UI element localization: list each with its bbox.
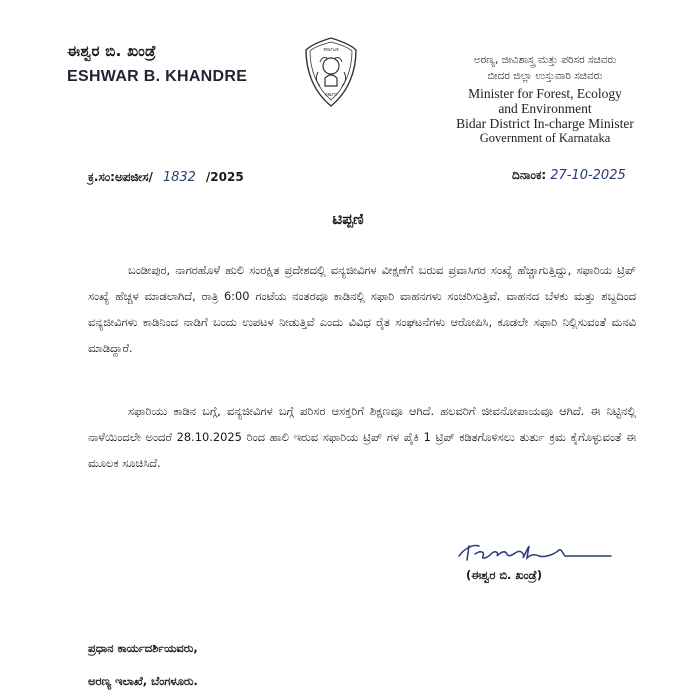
reference-suffix: /2025 <box>205 170 244 184</box>
letter-date <box>512 168 626 183</box>
recipient-line-2: ಅರಣ್ಯ ಇಲಾಖೆ, ಬೆಂಗಳೂರು. <box>88 674 198 688</box>
paragraph-2-text: ಸಫಾರಿಯು ಕಾಡಿನ ಬಗ್ಗೆ, ವನ್ಯಜೀವಿಗಳ ಬಗ್ಗೆ ಪರಿಸರ ಆಸಕ್ತರಿಗೆ ಶಿಕ್ಷಣವೂ ಆಗಿದೆ. ಹಲವರಿಗೆ ಜೀವನೋಪಾಯವೂ ಆಗಿದೆ. ಈ ನಿಟ್ಟಿನಲ್ಲಿ ನಾಳೆಯಿಂದಲೇ ಅಂದರೆ 28.10.2025 ರಿಂದ ಹಾಲಿ ಇರುವ ಸಫಾರಿಯ ಟ್ರಿಪ್ ಗಳ ಪೈಕಿ 1 ಟ್ರಿಪ್ ಕಡಿತಗೊಳಿಸಲು ತುರ್ತು ಕ್ರಮ ಕೈಗೊಳ್ಳುವಂತೆ ಈ ಮೂಲಕ ಸೂಚಿಸಿದೆ. <box>88 404 636 470</box>
minister-name-kannada: ಈಶ್ವರ ಬಿ. ಖಂಡ್ರೆ <box>67 42 157 60</box>
minister-name-english: ESHWAR B. KHANDRE <box>67 68 248 85</box>
designation-kn-line2: ಬೀದರ ಜಿಲ್ಲಾ ಉಸ್ತುವಾರಿ ಸಚಿವರು <box>487 70 603 82</box>
designation-en-line1: Minister for Forest, Ecology <box>468 86 622 101</box>
emblem-text-bottom: ಸರ್ಕಾರ <box>325 92 337 98</box>
date-handwritten-value: 27-10-2025 <box>550 168 626 183</box>
handwritten-signature <box>455 534 615 570</box>
reference-handwritten-number: 1832 <box>162 170 196 185</box>
reference-prefix: ಕ್ರ.ಸಂ:ಅಪಜೀಸ/ <box>88 170 153 184</box>
date-label: ದಿನಾಂಕ: <box>512 168 547 182</box>
body-paragraph-1 <box>88 257 636 361</box>
designation-en-line4: Government of Karnataka <box>479 131 611 145</box>
designation-block <box>420 52 670 146</box>
designation-kn-line1: ಅರಣ್ಯ, ಜೀವಿಶಾಸ್ತ್ರ ಮತ್ತು ಪರಿಸರ ಸಚಿವರು <box>473 54 617 66</box>
recipient-line-1: ಪ್ರಧಾನ ಕಾರ್ಯದರ್ಶಿಯವರು, <box>88 641 198 655</box>
designation-en-line2: and Environment <box>498 101 592 116</box>
designation-en-line3: Bidar District In-charge Minister <box>456 116 634 131</box>
paragraph-1-text: ಬಂಡೀಪುರ, ನಾಗರಹೊಳೆ ಹುಲಿ ಸಂರಕ್ಷಿತ ಪ್ರದೇಶದಲ್ಲಿ ವನ್ಯಜೀವಿಗಳ ವೀಕ್ಷಣೆಗೆ ಬರುವ ಪ್ರವಾಸಿಗರ ಸಂಖ್ಯೆ ಹೆಚ್ಚಾಗುತ್ತಿದ್ದು, ಸಫಾರಿಯ ಟ್ರಿಪ್ ಸಂಖ್ಯೆ ಹೆಚ್ಚಳ ಮಾಡಲಾಗಿದೆ, ರಾತ್ರಿ 6:00 ಗಂಟೆಯ ನಂತರವೂ ಕಾಡಿನಲ್ಲಿ ಸಫಾರಿ ವಾಹನಗಳು ಸಂಚರಿಸುತ್ತಿವೆ. ವಾಹನದ ಬೆಳಕು ಮತ್ತು ಶಬ್ದದಿಂದ ವನ್ಯಜೀವಿಗಳು ಕಾಡಿನಿಂದ ನಾಡಿಗೆ ಬಂದು ಉಪಟಳ ನೀಡುತ್ತಿವೆ ಎಂದು ವಿವಿಧ ರೈತ ಸಂಘಟನೆಗಳು ಆರೋಪಿಸಿ, ಕೂಡಲೇ ಸಫಾರಿ ನಿಲ್ಲಿಸುವಂತೆ ಮನವಿ ಮಾಡಿದ್ದಾರೆ. <box>88 263 636 355</box>
note-title: ಟಿಪ್ಪಣಿ <box>332 210 364 228</box>
signatory-name: (ಈಶ್ವರ ಬಿ. ಖಂಡ್ರೆ) <box>466 568 543 582</box>
body-paragraph-2 <box>88 398 636 476</box>
reference-number <box>88 170 244 185</box>
karnataka-emblem-icon <box>300 36 362 108</box>
emblem-text-top: ಕರ್ನಾಟಕ <box>323 47 339 53</box>
